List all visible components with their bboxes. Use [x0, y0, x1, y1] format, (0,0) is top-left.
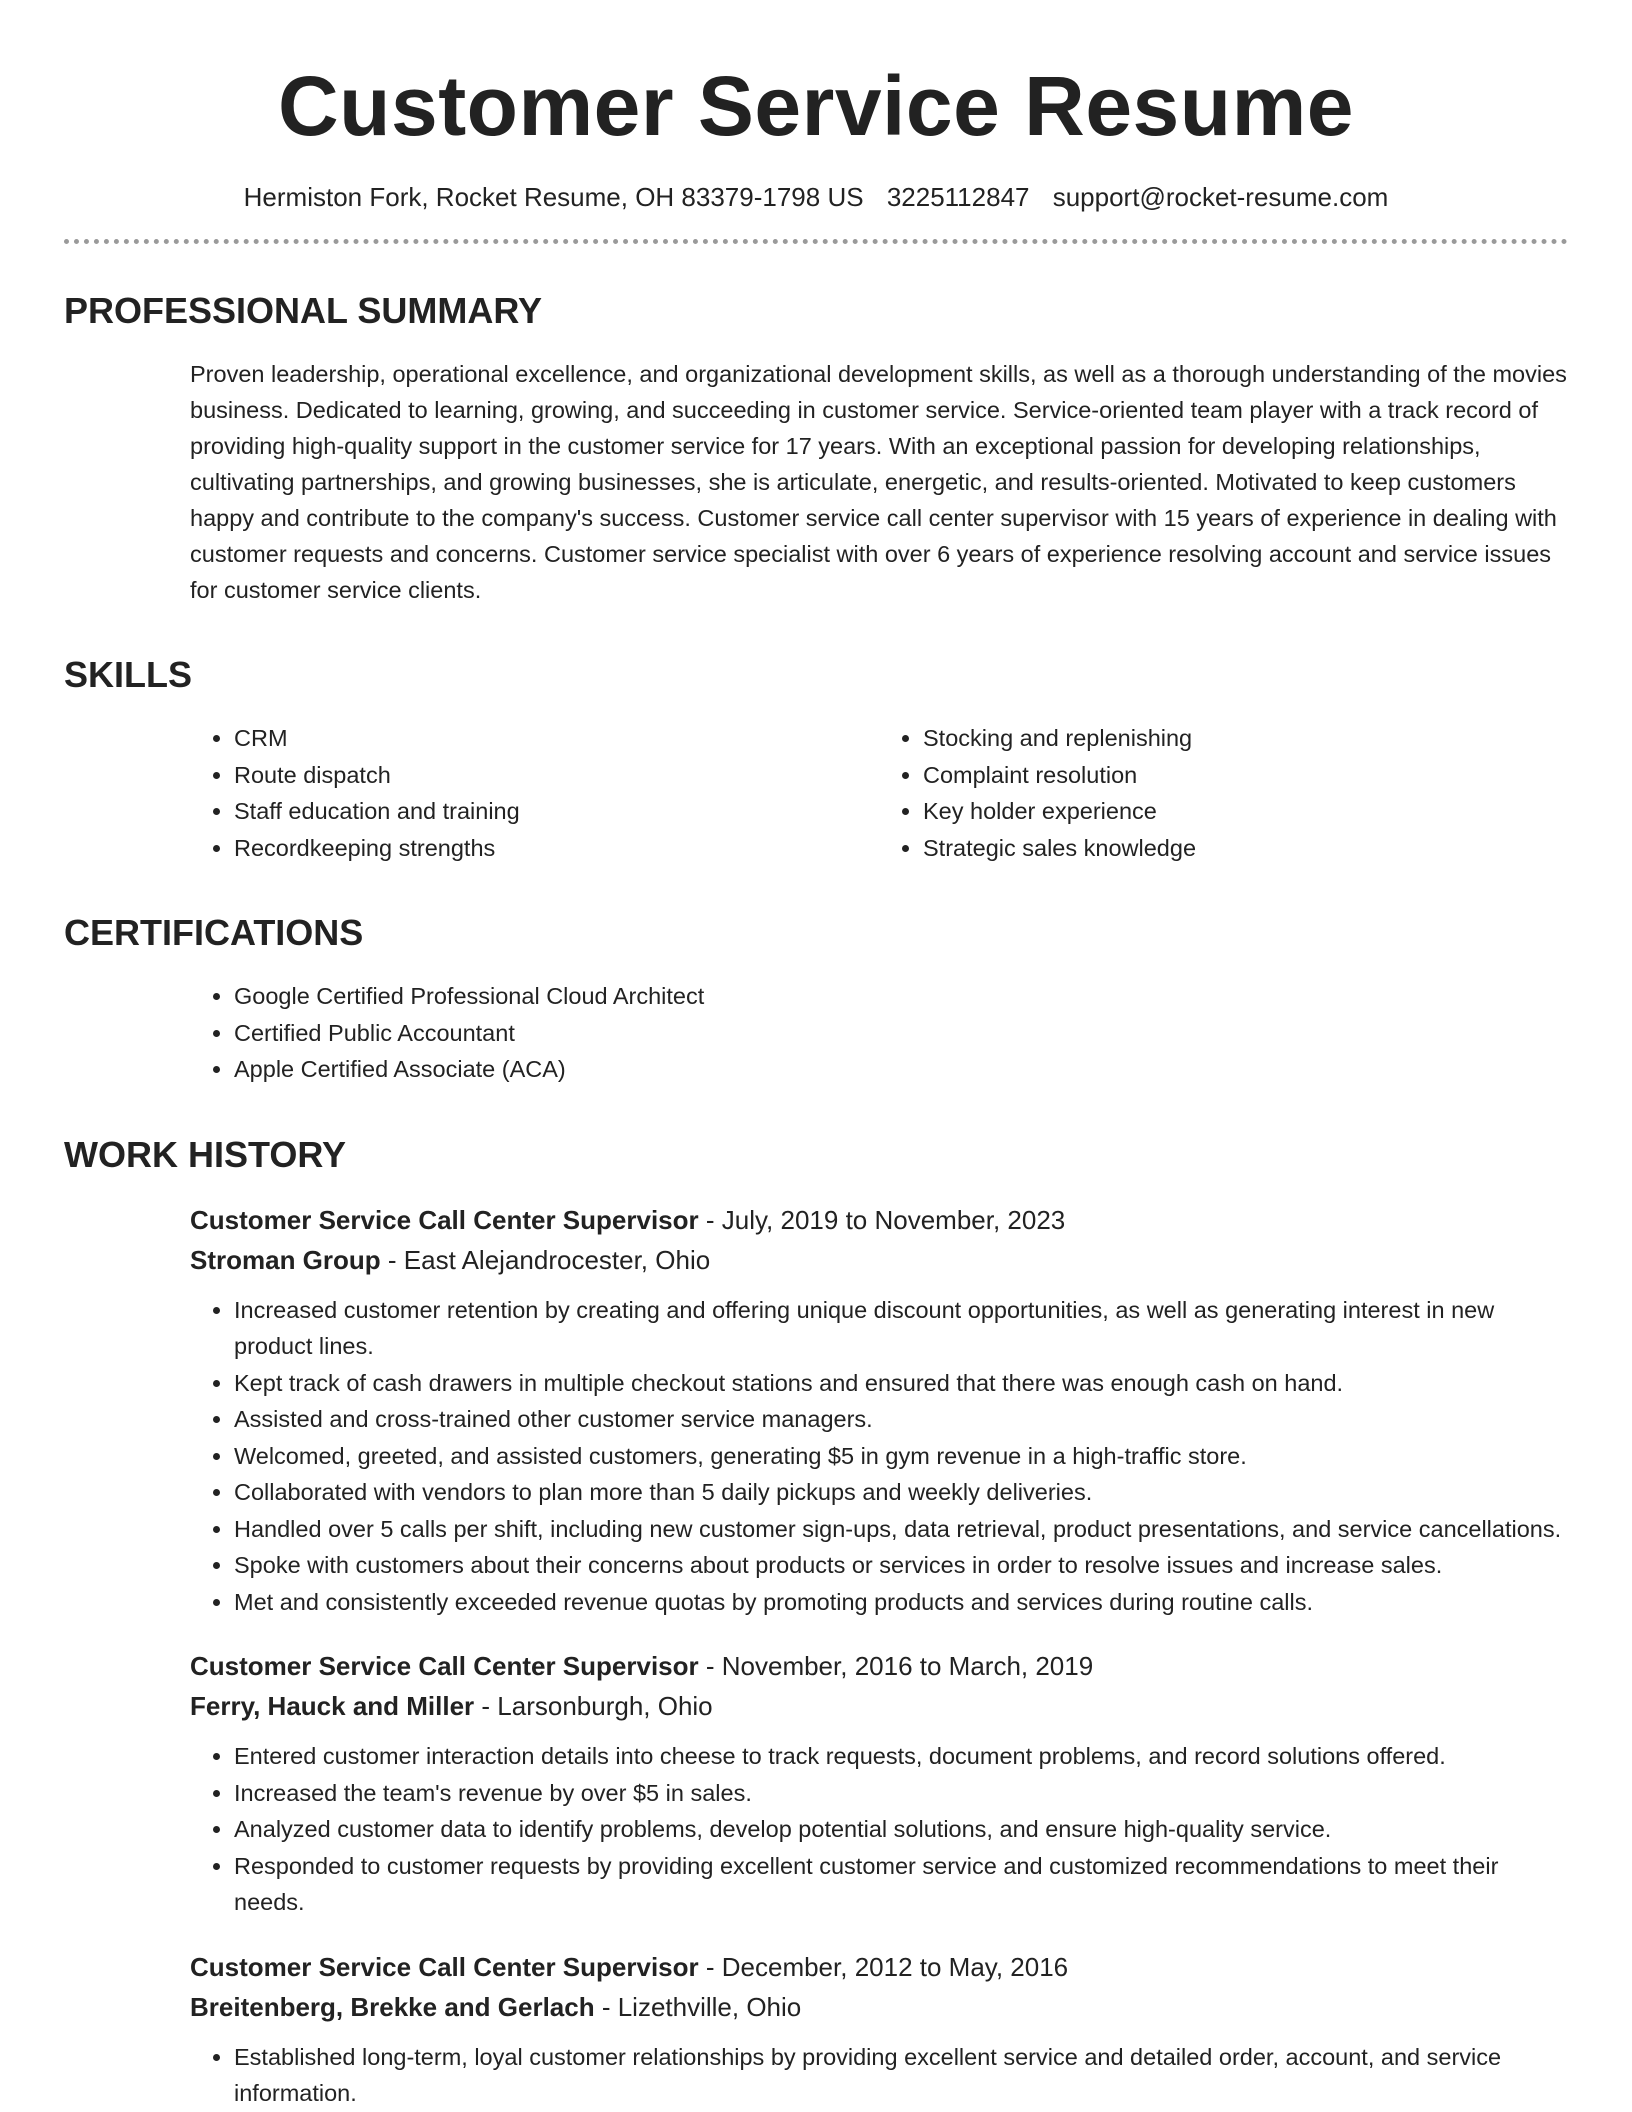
job-bullet: • Responded to customer requests by providing excellent customer service and customized recommendations to meet their needs.	[234, 1848, 1568, 1921]
contact-address: Hermiston Fork, Rocket Resume, OH 83379-1798 US	[243, 182, 864, 212]
job-bullet: • Assisted and cross-trained other customer service managers.	[234, 1401, 1568, 1438]
work-history-heading: WORK HISTORY	[64, 1133, 347, 1175]
job-company: Stroman Group	[190, 1244, 381, 1275]
job-entry	[190, 1200, 1568, 1621]
certifications-heading: CERTIFICATIONS	[64, 912, 364, 953]
job-bullet: • Welcomed, greeted, and assisted customers, generating $5 in gym revenue in a high-traffic store.	[234, 1438, 1568, 1475]
skill-item: • Stocking and replenishing	[923, 720, 1568, 757]
job-company: Breitenberg, Brekke and Gerlach	[190, 1991, 595, 2022]
skill-item: • Complaint resolution	[923, 757, 1568, 794]
job-company-line	[190, 1987, 1568, 2027]
job-company-line	[190, 1240, 1568, 1280]
skill-item: • CRM	[234, 720, 879, 757]
certifications-section	[64, 978, 1568, 1088]
job-dates: - November, 2016 to March, 2019	[698, 1651, 1094, 1681]
job-dates: - December, 2012 to May, 2016	[698, 1951, 1069, 1982]
job-bullets	[190, 2039, 1568, 2112]
job-role-line	[190, 1646, 1568, 1686]
job-role: Customer Service Call Center Supervisor	[190, 1651, 699, 1681]
job-role-line	[190, 1200, 1568, 1240]
certifications-list	[190, 978, 1568, 1088]
job-bullet: • Spoke with customers about their concerns about products or services in order to resolve issues and increase sales.	[234, 1547, 1568, 1584]
certification-item: • Apple Certified Associate (ACA)	[234, 1051, 1568, 1088]
job-entry	[190, 1646, 1568, 1921]
skills-grid	[190, 720, 1568, 866]
skill-item: • Recordkeeping strengths	[234, 830, 879, 867]
summary-text: Proven leadership, operational excellence, and organizational development skills, as well as a thorough understanding of the movies business. Dedicated to learning, growing, and succeeding in customer service. Service-oriented team player with a track record of providing high-quality support in the customer service for 17 years. With an exceptional passion for developing relationships, cultivating partnerships, and growing businesses, she is articulate, energetic, and results-oriented. Motivated to keep customers happy and contribute to the company's success. Customer service call center supervisor with 15 years of experience in dealing with customer requests and concerns. Customer service specialist with over 6 years of experience resolving account and service issues for customer service clients.	[190, 361, 1567, 603]
job-company: Ferry, Hauck and Miller	[190, 1691, 475, 1721]
job-location: - Lizethville, Ohio	[594, 1991, 802, 2022]
contact-email: support@rocket-resume.com	[1052, 182, 1389, 212]
job-bullet: • Kept track of cash drawers in multiple checkout stations and ensured that there was enough cash on hand.	[234, 1365, 1568, 1402]
job-role: Customer Service Call Center Supervisor	[190, 1204, 699, 1235]
job-location: - Larsonburgh, Ohio	[474, 1691, 713, 1721]
job-bullet: • Established long-term, loyal customer relationships by providing excellent service and detailed order, account, and service information.	[234, 2039, 1568, 2112]
resume-title: Customer Service Resume	[278, 59, 1354, 153]
skill-item: • Route dispatch	[234, 757, 879, 794]
skills-section	[64, 720, 1568, 866]
job-role-line	[190, 1947, 1568, 1987]
summary-heading: PROFESSIONAL SUMMARY	[64, 290, 543, 331]
job-company-line	[190, 1686, 1568, 1726]
skills-list-right	[879, 720, 1568, 866]
skill-item: • Strategic sales knowledge	[923, 830, 1568, 867]
contact-phone: 3225112847	[886, 182, 1030, 212]
job-bullets	[190, 1738, 1568, 1921]
job-bullet: • Handled over 5 calls per shift, including new customer sign-ups, data retrieval, product presentations, and service cancellations.	[234, 1511, 1568, 1548]
job-role: Customer Service Call Center Supervisor	[190, 1951, 699, 1982]
certification-item: • Google Certified Professional Cloud Architect	[234, 978, 1568, 1015]
job-bullet: • Met and consistently exceeded revenue quotas by promoting products and services during routine calls.	[234, 1584, 1568, 1621]
skill-item: • Staff education and training	[234, 793, 879, 830]
job-bullet: • Increased customer retention by creating and offering unique discount opportunities, as well as generating interest in new product lines.	[234, 1292, 1568, 1365]
skill-item: • Key holder experience	[923, 793, 1568, 830]
summary-section	[64, 356, 1568, 608]
skills-list-left	[190, 720, 879, 866]
job-dates: - July, 2019 to November, 2023	[698, 1204, 1066, 1235]
contact-line	[64, 182, 1568, 213]
job-location: - East Alejandrocester, Ohio	[380, 1244, 711, 1275]
job-bullet: • Analyzed customer data to identify problems, develop potential solutions, and ensure high-quality service.	[234, 1811, 1568, 1848]
job-entry	[190, 1947, 1568, 2112]
work-history-section	[64, 1200, 1568, 2112]
job-bullet: • Entered customer interaction details into cheese to track requests, document problems, and record solutions offered.	[234, 1738, 1568, 1775]
job-bullets	[190, 1292, 1568, 1621]
skills-heading: SKILLS	[64, 654, 193, 695]
header-divider	[64, 239, 1568, 244]
certification-item: • Certified Public Accountant	[234, 1015, 1568, 1052]
job-bullet: • Increased the team's revenue by over $5 in sales.	[234, 1775, 1568, 1812]
job-bullet: • Collaborated with vendors to plan more than 5 daily pickups and weekly deliveries.	[234, 1474, 1568, 1511]
